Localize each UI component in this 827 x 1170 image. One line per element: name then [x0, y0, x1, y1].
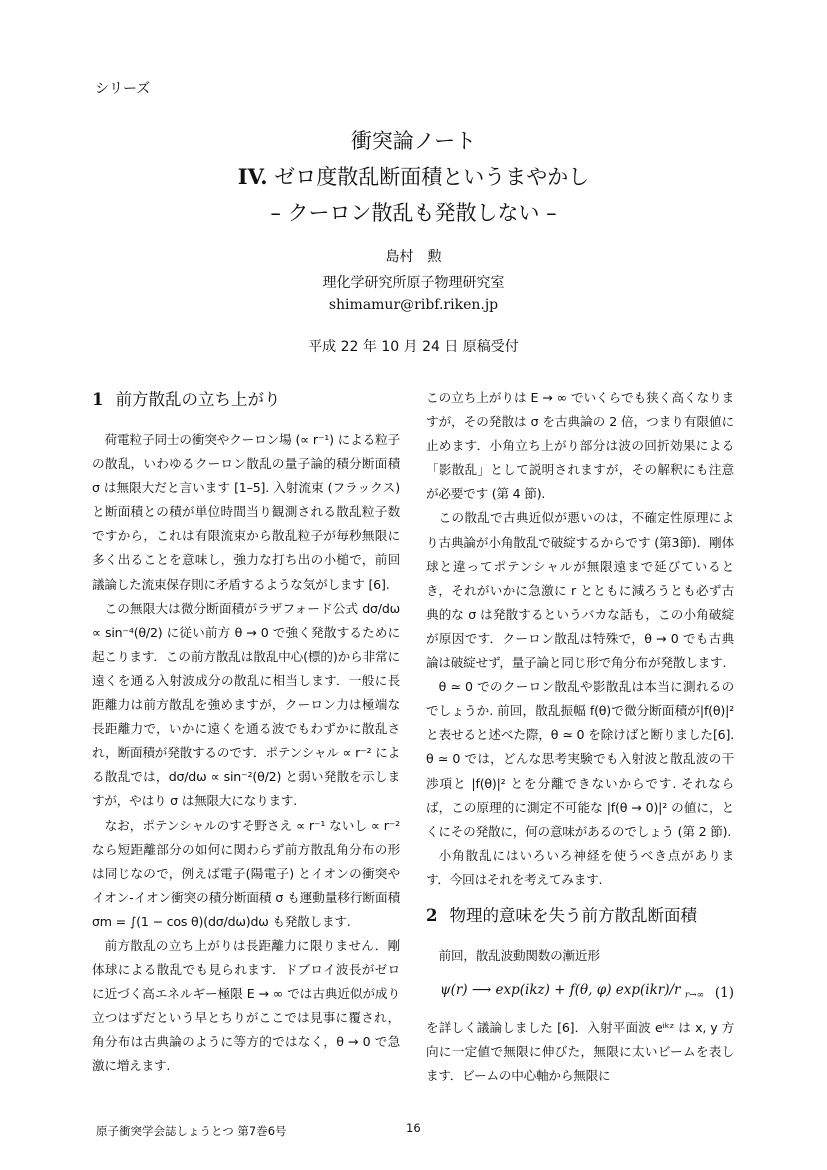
author-email[interactable]: shimamur@ribf.riken.jp — [328, 297, 499, 313]
paragraph: この立ち上がりは E → ∞ でいくらでも狭く高くなりますが，その発散は σ を古典論の 2 倍，つまり有限値に止めます．小角立ち上がり部分は波の回折効果による「影散乱」として説明されますが，その解釈にも注意が必要です (第 4 節). — [426, 390, 734, 502]
section-number: 1 — [92, 390, 104, 409]
right-column — [426, 386, 734, 1088]
section-number: 2 — [426, 905, 438, 925]
title-roman-numeral: IV. — [237, 164, 268, 189]
author-name: 島村 勲 — [385, 249, 442, 265]
section-title: 物理的意味を失う前方散乱断面積 — [449, 905, 697, 925]
page-number: 16 — [406, 1121, 421, 1135]
left-column — [92, 386, 400, 1079]
title-block — [0, 123, 827, 231]
equation-limit: r→∞ — [684, 990, 705, 1001]
paragraph: 小角散乱にはいろいろ神経を使うべき点があります．今回はそれを考えてみます. — [426, 847, 734, 887]
paragraph: 荷電粒子同士の衝突やクーロン場 (∝ r⁻¹) による粒子の散乱，いわゆるクーロン散乱の量子論的積分断面積 σ は無限大だと言います [1–5]. 入射流束 (フラックス) と断面積との積が単位時間当り観測される散乱粒子数ですから，これは有限流束から散乱粒子が毎秒無限に多く出ることを意味し，強力な打ち出の小槌で，前回議論した流束保存則に矛盾するような気がします [6]. — [92, 432, 400, 592]
paragraph: なお，ポテンシャルのすそ野さえ ∝ r⁻¹ ないし ∝ r⁻² なら短距離部分の如何に関わらず前方散乱角分布の形は同じなので，例えば電子(陽電子) とイオンの衝突やイオン-イオン衝突の積分断面積 σ も運動量移行断面積 σm = ∫(1 − cos θ)(dσ/dω)dω も発散します. — [92, 817, 400, 929]
title-line-2 — [0, 159, 827, 195]
paragraph: θ ≃ 0 でのクーロン散乱や影散乱は本当に測れるのでしょうか. 前回，散乱振幅 f(θ)で微分断面積が|f(θ)|²と表せると述べた際，θ ≃ 0 を除けばと断りました[6]. θ ≃ 0 では，どんな思考実験でも入射波と散乱波の干渉項と |f(θ)|² とを分離できないからです. それならば，この原理的に測定不可能な |f(θ → 0)|² の値に，とくにその発散に，何の意味があるのでしょう (第 2 節). — [426, 679, 734, 839]
title-main: ゼロ度散乱断面積というまやかし — [274, 165, 590, 189]
equation-expression: ψ(r) ⟶ exp(ikz) + f(θ, φ) exp(ikr)/r $_{r\to\infty}$ — [440, 982, 705, 1001]
paragraph: 前回，散乱波動関数の漸近形 — [438, 947, 600, 963]
paragraph: この無限大は微分断面積がラザフォード公式 dσ/dω ∝ sin⁻⁴(θ/2) に従い前方 θ → 0 で強く発散するために起こります．この前方散乱は散乱中心(標的)から非常に遠くを通る入射波成分の散乱に相当します．一般に長距離力は前方散乱を強めますが，クーロン力は極端な長距離力で，いかに遠くを通る波でもわずかに散乱され，断面積が発散するのです．ポテンシャル ∝ r⁻² による散乱では，dσ/dω ∝ sin⁻²(θ/2) と弱い発散を示しますが，やはり σ は無限大になります. — [92, 600, 400, 809]
section-heading-1 — [92, 386, 400, 414]
series-label: シリーズ — [95, 81, 151, 97]
section-title: 前方散乱の立ち上がり — [115, 390, 281, 409]
paragraph: 前方散乱の立ち上がりは長距離力に限りません．剛体球による散乱でも見られます．ドブロイ波長がゼロに近づく高エネルギー極限 E → ∞ では古典近似が成り立つはずだという早とちりがここでは見事に覆され，角分布は古典論のように等方的ではなく，θ → 0 で急激に増えます. — [92, 937, 400, 1074]
footer-journal: 原子衝突学会誌しょうとつ 第7巻6号 — [96, 1124, 287, 1138]
equation-1 — [426, 978, 734, 1008]
received-date: 平成 22 年 10 月 24 日 原稿受付 — [308, 339, 519, 355]
paragraph: この散乱で古典近似が悪いのは，不確定性原理により古典論が小角散乱で破綻するからです (第3節)．剛体球と違ってポテンシャルが無限遠まで延びているとき，それがいかに急激に r とともに減ろうとも必ず古典的な σ は発散するというバカな話も，この小角破綻が原因です．クーロン散乱は特殊で，θ → 0 でも古典論は破綻せず，量子論と同じ形で角分布が発散します. — [426, 510, 734, 671]
author-affiliation: 理化学研究所原子物理研究室 — [322, 275, 505, 291]
paragraph: を詳しく議論しました [6]．入射平面波 eⁱᵏᶻ は x, y 方向に一定値で無限に伸びた，無限に太いビームを表します．ビームの中心軸から無限に — [426, 1019, 734, 1084]
section-heading-2 — [426, 902, 734, 930]
title-line-3: – クーロン散乱も発散しない – — [270, 201, 557, 225]
equation-number: (1) — [714, 984, 734, 1001]
title-line-1: 衝突論ノート — [350, 129, 477, 153]
